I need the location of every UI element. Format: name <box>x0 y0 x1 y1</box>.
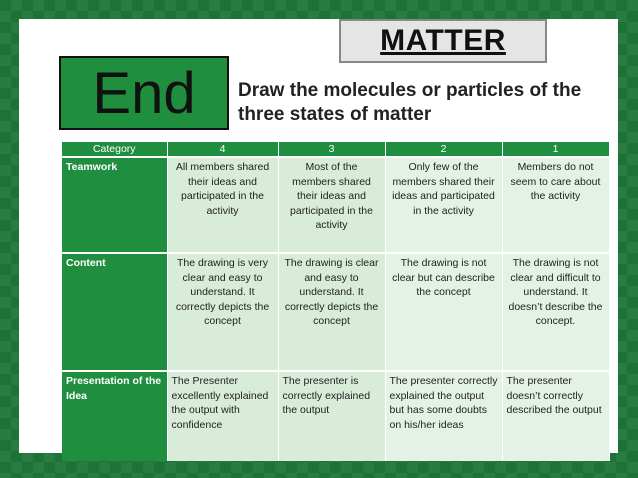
table-row <box>62 371 609 461</box>
header-category: Category <box>62 142 167 157</box>
table-row <box>62 157 609 253</box>
table-cell: The drawing is not clear but can describe the concept <box>385 253 502 371</box>
category-cell: Presentation of the Idea <box>62 371 167 461</box>
category-cell: Content <box>62 253 167 371</box>
table-cell: The drawing is clear and easy to understand. It correctly depicts the concept <box>278 253 385 371</box>
header-score-2: 2 <box>385 142 502 157</box>
end-box <box>59 56 229 130</box>
table-cell: The presenter doesn’t correctly described the output <box>502 371 609 461</box>
slide <box>19 19 618 453</box>
table-cell: All members shared their ideas and participated in the activity <box>167 157 278 253</box>
table-cell: Members do not seem to care about the activity <box>502 157 609 253</box>
table-cell: The drawing is very clear and easy to understand. It correctly depicts the concept <box>167 253 278 371</box>
header-score-3: 3 <box>278 142 385 157</box>
table-cell: Only few of the members shared their ideas and participated in the activity <box>385 157 502 253</box>
rubric-table <box>62 142 610 461</box>
instruction-text: Draw the molecules or particles of the three states of matter <box>238 80 582 125</box>
table-cell: The presenter is correctly explained the output <box>278 371 385 461</box>
end-label: End <box>92 60 196 126</box>
title-box <box>339 19 547 63</box>
category-cell: Teamwork <box>62 157 167 253</box>
header-score-4: 4 <box>167 142 278 157</box>
table-cell: The Presenter excellently explained the output with confidence <box>167 371 278 461</box>
table-row <box>62 253 609 371</box>
table-cell: The drawing is not clear and difficult to understand. It doesn’t describe the concept. <box>502 253 609 371</box>
table-cell: Most of the members shared their ideas and participated in the activity <box>278 157 385 253</box>
header-score-1: 1 <box>502 142 609 157</box>
slide-title: MATTER <box>380 24 506 57</box>
table-cell: The presenter correctly explained the output but has some doubts on his/her ideas <box>385 371 502 461</box>
table-header-row <box>62 142 609 157</box>
